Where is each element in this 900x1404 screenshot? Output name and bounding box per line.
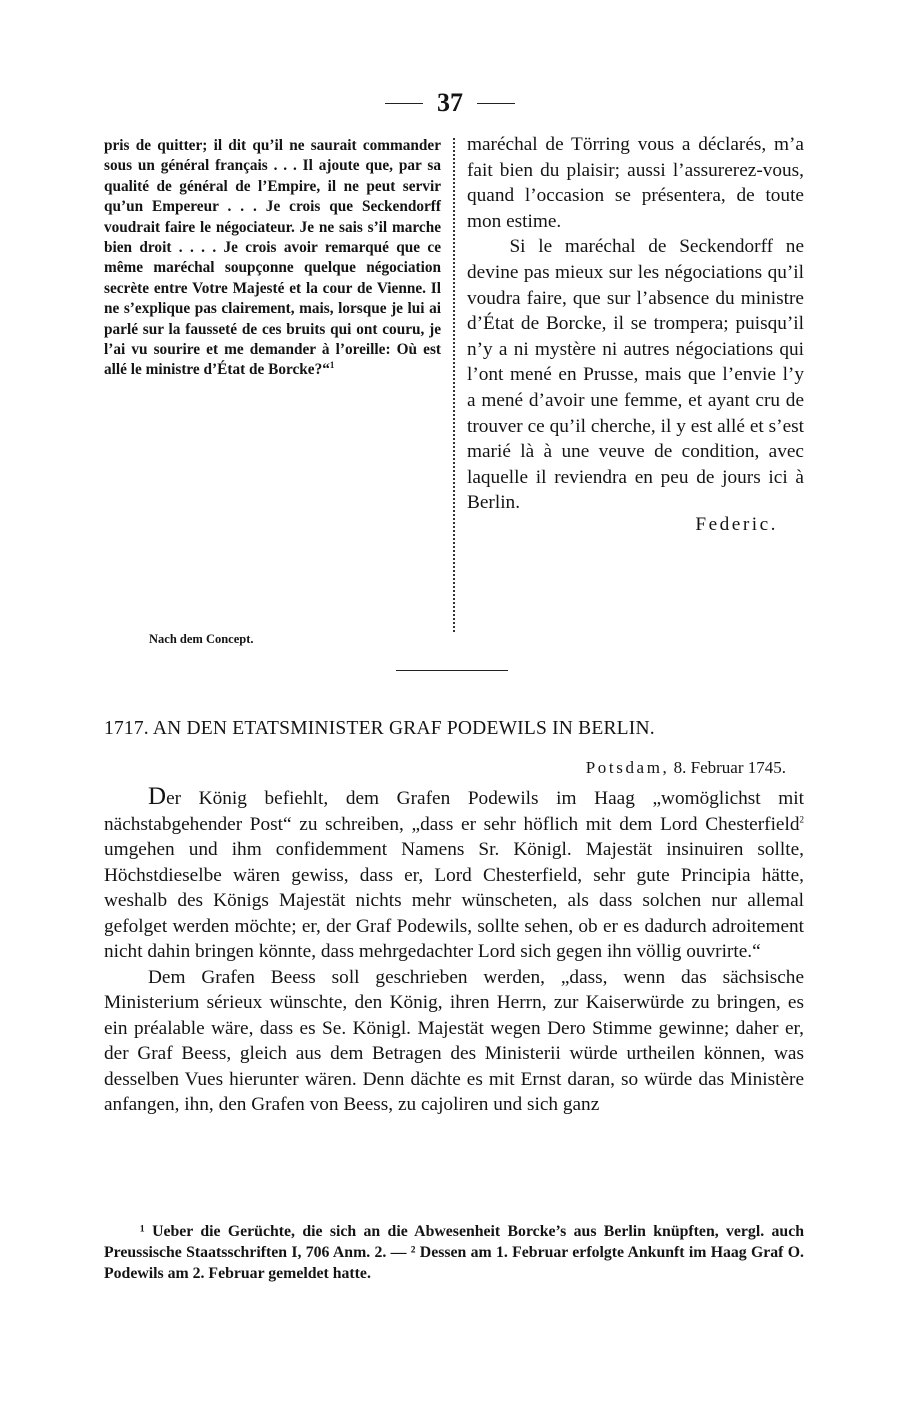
right-column-paragraph-2: Si le maréchal de Seckendorff ne devine pas mieux sur les négociations qu’il voudra faire, que sur l’absence du ministre d’État de Borcke, il se trompera; puisqu’il n’y a ni mystère ni autres négociations qui l’ont mené en Prusse, mais que l’envie l’y a mené d’avoir une femme, et ayant cru de trouver ce qu’il cherche, il y est allé et s’est marié là à une veuve de condition, avec laquelle il reviendra en peu de jours ici à Berlin. (467, 236, 804, 514)
letter-body (104, 784, 804, 1118)
body-paragraph-1 (104, 784, 804, 965)
signature: Federic. (695, 513, 778, 535)
header-dash-left (385, 103, 423, 104)
body-paragraph-2: Dem Grafen Beess soll geschrieben werden, „dass, wenn das sächsische Ministerium sérieux wünschte, den König, ihren Herrn, zur Kaiserwürde zu bringen, es ein préalable wäre, dass es Se. Königl. Majestät wegen Dero Stimme gewinne; daher er, der Graf Beess, gleich aus dem Betragen des Ministerii würde urtheilen können, was desselben Vues hierunter wären. Denn dächte es mit Ernst daran, so würde das Ministère anfangen, ihn, den Grafen von Beess, zu cajoliren und sich ganz (104, 966, 804, 1115)
document-number: 1717. (104, 718, 149, 739)
page-number: 37 (437, 88, 463, 117)
column-divider (453, 138, 455, 632)
left-column (104, 136, 441, 381)
left-column-paragraph (104, 136, 441, 381)
header-dash-right (477, 103, 515, 104)
source-note: Nach dem Concept. (149, 632, 254, 646)
body-paragraph-1-text-a: er König befiehlt, dem Grafen Podewils im Haag „womöglichst mit nächstabgehender Post“ zu schreiben, „dass er sehr höflich mit dem Lord Chesterfield (104, 788, 804, 835)
footnotes (104, 1221, 804, 1284)
footnote-ref-2: 2 (799, 814, 804, 825)
document-title: AN DEN ETATSMINISTER GRAF PODEWILS IN BERLIN. (152, 718, 655, 739)
dateline-place: Potsdam, (585, 758, 670, 777)
footnote-ref-1: 1 (329, 360, 335, 371)
left-column-text: pris de quitter; il dit qu’il ne saurait commander sous un général français . . . Il ajoute que, par sa qualité de général de l’Empire, il ne peut servir qu’un Empereur . . . Je crois que Seckendorff voudrait faire le négociateur. Je ne sais s’il marche bien droit . . . . Je crois avoir remarqué que ce même maréchal soupçonne quelque négociation secrète entre Votre Majesté et la cour de Vienne. Il ne s’explique pas clairement, mais, lorsque je lui ai parlé sur la fausseté de ces bruits qui ont couru, je l’ai vu sourire et me demander à l’oreille: Où est allé le ministre d’État de Borcke?“ (104, 137, 441, 379)
dateline-date: 8. Februar 1745. (673, 758, 786, 777)
initial-letter: D (148, 783, 167, 810)
footnote-text: ¹ Ueber die Gerüchte, die sich an die Abwesenheit Borcke’s aus Berlin knüpften, vergl. auch Preussische Staatsschriften I, 706 Anm. 2. — ² Dessen am 1. Februar erfolgte Ankunft im Haag Graf O. Podewils am 2. Februar gemeldet hatte. (104, 1223, 804, 1282)
document-heading (104, 718, 804, 740)
right-column-paragraph-1: maréchal de Törring vous a déclarés, m’a fait bien du plaisir; aussi l’assurerez-vous, quand l’occasion se présentera, de toute mon estime. (467, 134, 804, 232)
page-header (0, 86, 900, 120)
right-column (467, 132, 804, 538)
section-divider (396, 670, 508, 671)
body-paragraph-1-text-b: umgehen und ihm confidemment Namens Sr. Königl. Majestät insinuiren sollte, Höchstdieselbe wären gewiss, dass er, Lord Chesterfield, sehr gute Principia hätte, weshalb des Königs Majestät nichts mehr wünscheten, als dass solchen nur allemal gefolget werden möchte; er, der Graf Podewils, sollte sehen, ob er es dadurch adroitement nicht dahin bringen könnte, dass mehrgedachter Lord sich gegen ihn völlig ouvrirte.“ (104, 839, 804, 962)
dateline (104, 758, 786, 778)
